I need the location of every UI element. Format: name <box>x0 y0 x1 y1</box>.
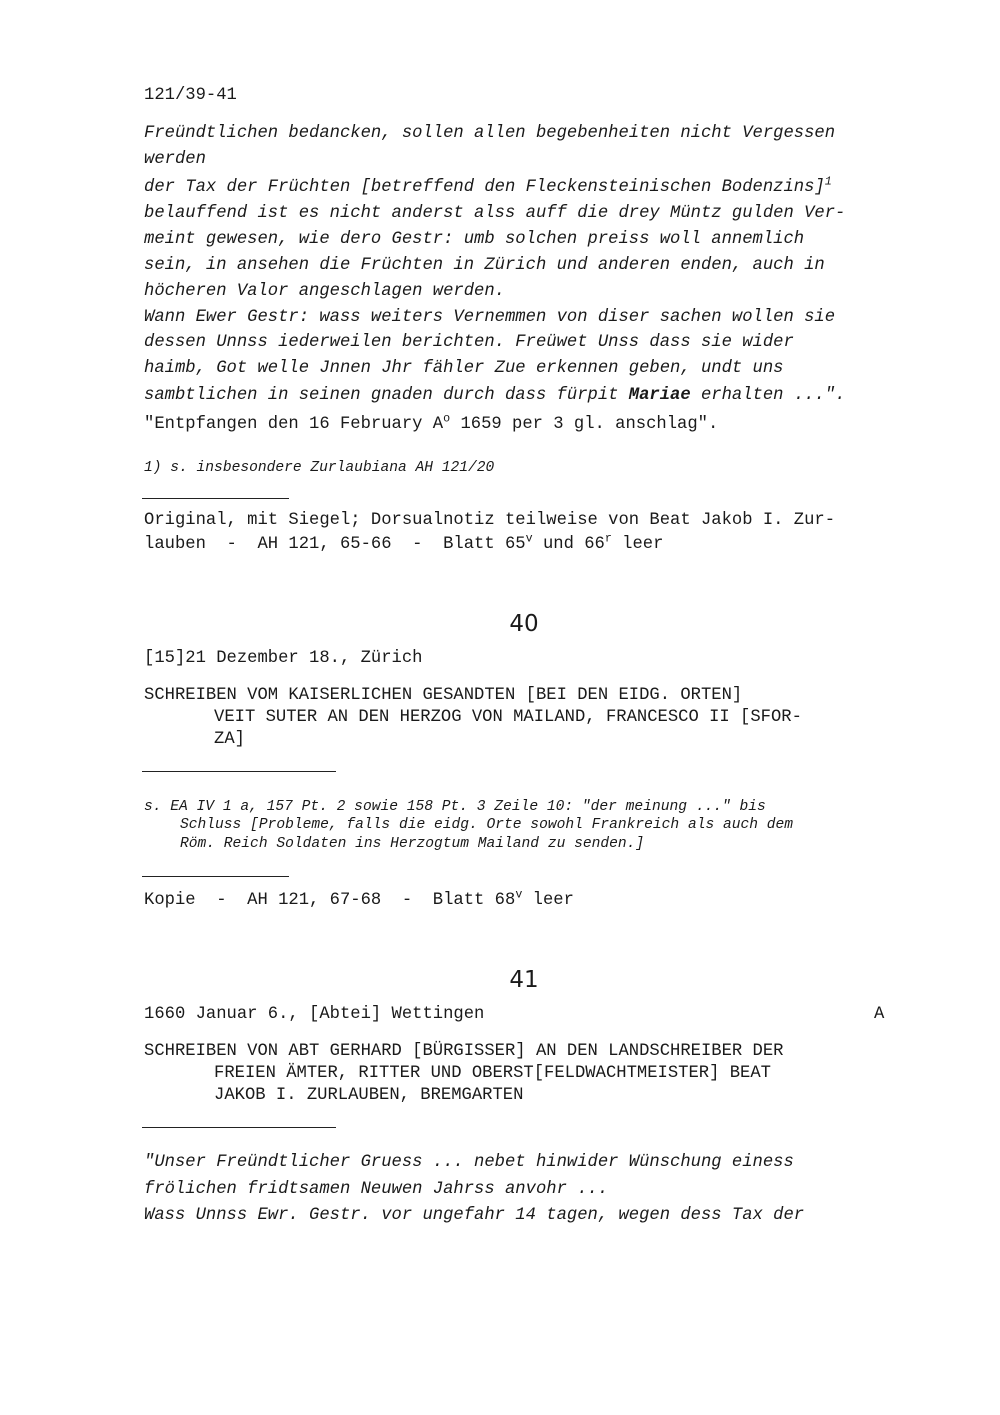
entry-date: [15]21 Dezember 18., Zürich <box>144 649 423 668</box>
letter-line: haimb, Got welle Jnnen Jhr fähler Zue erkennen geben, undt uns <box>144 359 784 378</box>
title-line: SCHREIBEN VOM KAISERLICHEN GESANDTEN [BEI DEN EIDG. ORTEN] <box>144 686 743 705</box>
letter-line: frölichen fridtsamen Neuwen Jahrss anvohr ... <box>144 1180 609 1199</box>
letter-line: meint gewesen, wie dero Gestr: umb solchen preiss woll annemlich <box>144 230 805 249</box>
divider <box>142 498 289 499</box>
entry-marker: A <box>874 1005 885 1024</box>
divider <box>142 771 336 772</box>
letter-line: belauffend ist es nicht anderst alss auff die drey Müntz gulden Ver- <box>144 204 846 223</box>
entry-number: 41 <box>509 967 539 993</box>
title-line: FREIEN ÄMTER, RITTER UND OBERST[FELDWACHTMEISTER] BEAT <box>214 1064 771 1083</box>
letter-text: erhalten ...". <box>690 386 846 405</box>
source-text: und 66 <box>532 535 605 554</box>
superscript: o <box>443 411 451 426</box>
letter-line: höcheren Valor angeschlagen werden. <box>144 282 505 301</box>
letter-line: werden <box>144 150 206 169</box>
page-ref: 121/39-41 <box>144 86 237 105</box>
reference-line: s. EA IV 1 a, 157 Pt. 2 sowie 158 Pt. 3 Zeile 10: "der meinung ..." bis <box>144 799 766 815</box>
receipt-text: 1659 per 3 gl. anschlag". <box>450 415 719 434</box>
superscript: v <box>515 887 523 902</box>
superscript: r <box>604 531 612 546</box>
source-note <box>144 887 574 911</box>
title-line: JAKOB I. ZURLAUBEN, BREMGARTEN <box>214 1086 524 1105</box>
source-text: leer <box>611 535 664 554</box>
footnote-marker: 1 <box>824 174 832 189</box>
bold-name: Mariae <box>628 386 691 405</box>
source-line <box>144 531 664 555</box>
letter-line: Freündtlichen bedancken, sollen allen begebenheiten nicht Vergessen <box>144 124 836 143</box>
title-line: ZA] <box>214 730 245 749</box>
receipt-text: "Entpfangen den 16 February A <box>144 415 444 434</box>
source-line: Original, mit Siegel; Dorsualnotiz teilweise von Beat Jakob I. Zur- <box>144 511 836 530</box>
letter-line: "Unser Freündtlicher Gruess ... nebet hinwider Wünschung einess <box>144 1153 794 1172</box>
reference-line: Röm. Reich Soldaten ins Herzogtum Mailand zu senden.] <box>180 836 645 852</box>
divider <box>142 876 289 877</box>
letter-line: Wass Unnss Ewr. Gestr. vor ungefahr 14 tagen, wegen dess Tax der <box>144 1206 805 1225</box>
letter-text: der Tax der Früchten [betreffend den Fleckensteinischen Bodenzins] <box>144 178 825 197</box>
letter-line <box>144 174 832 198</box>
source-text: lauben - AH 121, 65-66 - Blatt 65 <box>144 535 526 554</box>
letter-line: dessen Unnss iederweilen berichten. Freüwet Unss dass sie wider <box>144 333 794 352</box>
letter-line: sein, in ansehen die Früchten in Zürich und anderen enden, auch in <box>144 256 825 275</box>
title-line: SCHREIBEN VON ABT GERHARD [BÜRGISSER] AN DEN LANDSCHREIBER DER <box>144 1042 784 1061</box>
receipt-note <box>144 411 719 435</box>
superscript: v <box>525 531 533 546</box>
letter-line <box>144 386 845 406</box>
divider <box>142 1127 336 1128</box>
letter-text: sambtlichen in seinen gnaden durch dass fürpit <box>144 386 629 405</box>
reference-line: Schluss [Probleme, falls die eidg. Orte sowohl Frankreich als auch dem <box>180 817 794 833</box>
footnote: 1) s. insbesondere Zurlaubiana AH 121/20 <box>144 460 495 476</box>
entry-date: 1660 Januar 6., [Abtei] Wettingen <box>144 1005 485 1024</box>
title-line: VEIT SUTER AN DEN HERZOG VON MAILAND, FRANCESCO II [SFOR- <box>214 708 802 727</box>
letter-line: Wann Ewer Gestr: wass weiters Vernemmen von diser sachen wollen sie <box>144 308 836 327</box>
source-text: leer <box>522 891 574 910</box>
entry-number: 40 <box>509 611 539 637</box>
source-text: Kopie - AH 121, 67-68 - Blatt 68 <box>144 891 516 910</box>
